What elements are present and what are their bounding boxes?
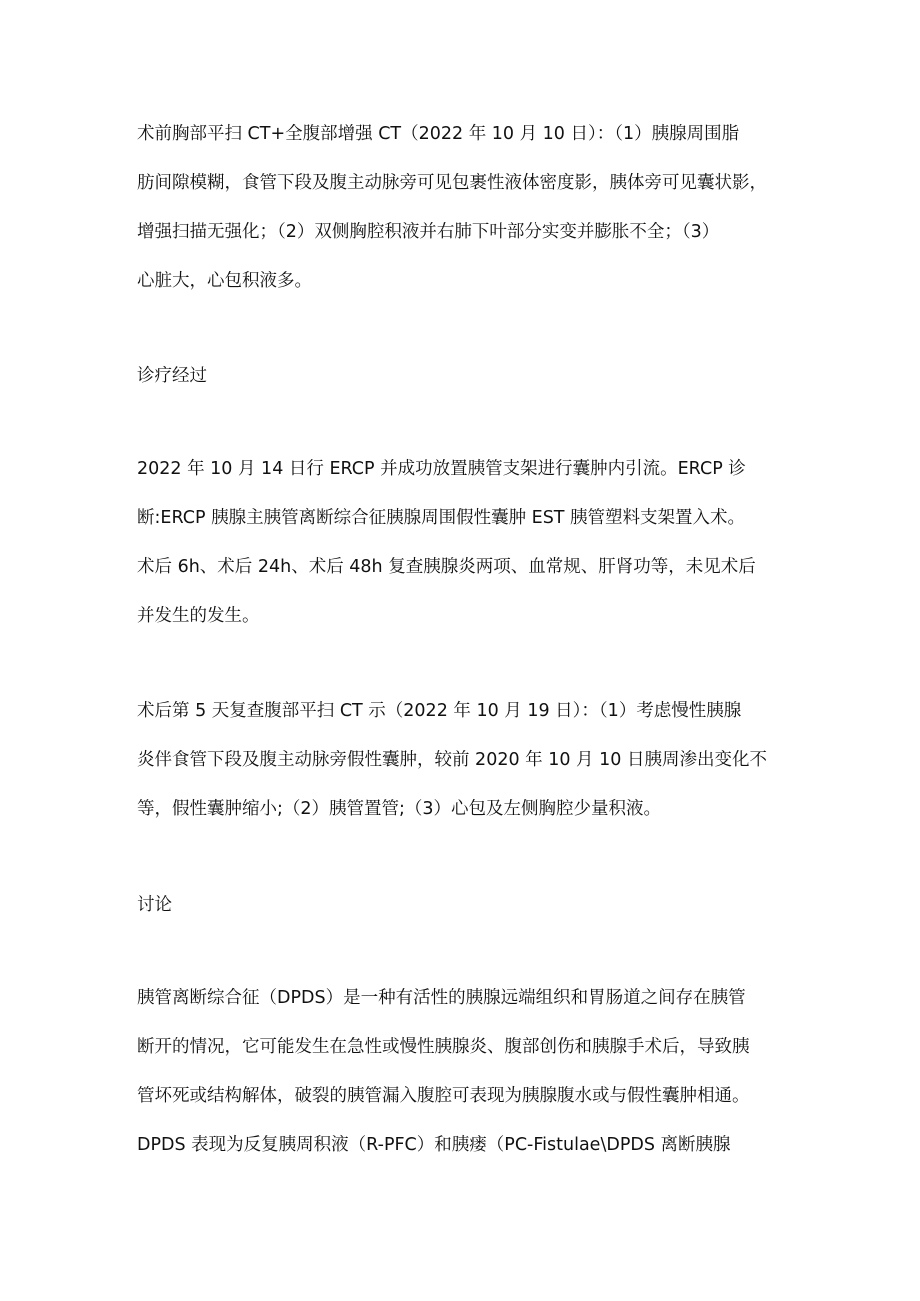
text-line: 等，假性囊肿缩小;（2）胰管置管;（3）心包及左侧胸腔少量积液。: [137, 799, 662, 819]
text-line: 断:ERCP 胰腺主胰管离断综合征胰腺周围假性囊肿 EST 胰管塑料支架置入术。: [137, 508, 746, 528]
text-line: 肪间隙模糊，食管下段及腹主动脉旁可见包裹性液体密度影，胰体旁可见囊状影，: [137, 173, 767, 193]
text-line: 胰管离断综合征（DPDS）是一种有活性的胰腺远端组织和胃肠道之间存在胰管: [137, 988, 746, 1008]
heading-discussion: 讨论: [137, 895, 172, 915]
text-line: 术前胸部平扫 CT+全腹部增强 CT（2022 年 10 月 10 日）：（1）胰腺周围脂: [137, 124, 740, 144]
text-line: DPDS 表现为反复胰周积液（R-PFC）和胰瘘（PC-Fistulae\DPDS 离断胰腺: [137, 1135, 731, 1155]
heading-treatment-course: 诊疗经过: [137, 366, 207, 386]
text-line: 断开的情况，它可能发生在急性或慢性胰腺炎、腹部创伤和胰腺手术后，导致胰: [137, 1037, 750, 1057]
paragraph-postop-ct: [137, 693, 797, 827]
text-line: 管坏死或结构解体，破裂的胰管漏入腹腔可表现为胰腺腹水或与假性囊肿相通。: [137, 1086, 750, 1106]
paragraph-ercp: [137, 451, 797, 634]
text-line: 术后第 5 天复查腹部平扫 CT 示（2022 年 10 月 19 日）：（1）考虑慢性胰腺: [137, 701, 742, 721]
text-line: 炎伴食管下段及腹主动脉旁假性囊肿，较前 2020 年 10 月 10 日胰周渗出变化不: [137, 750, 767, 770]
text-line: 2022 年 10 月 14 日行 ERCP 并成功放置胰管支架进行囊肿内引流。ERCP 诊: [137, 459, 746, 479]
text-line: 术后 6h、术后 24h、术后 48h 复查胰腺炎两项、血常规、肝肾功等，未见术后: [137, 557, 756, 577]
paragraph-dpds: [137, 980, 797, 1163]
text-line: 增强扫描无强化；（2）双侧胸腔积液并右肺下叶部分实变并膨胀不全；（3）: [137, 222, 720, 242]
text-line: 并发生的发生。: [137, 606, 260, 626]
text-line: 心脏大，心包积液多。: [137, 271, 312, 291]
paragraph-preop-ct: [137, 116, 797, 299]
